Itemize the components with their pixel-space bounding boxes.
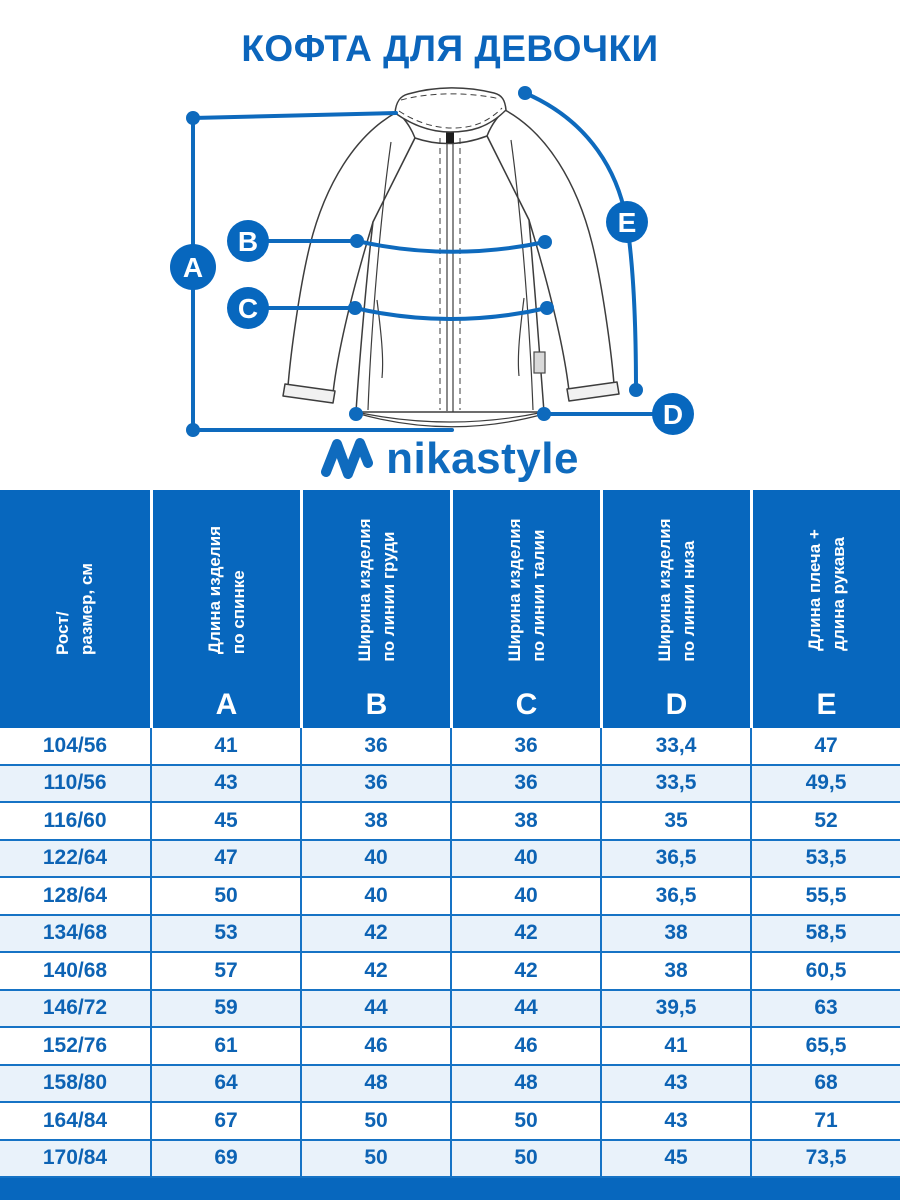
header-label-b <box>353 518 401 661</box>
measure-c-dot <box>540 301 554 315</box>
jacket-drawing <box>0 80 900 440</box>
value-cell: 73,5 <box>750 1141 900 1177</box>
brand-logo-text: nikastyle <box>386 434 579 483</box>
measure-d-dot <box>349 407 363 421</box>
measure-e-dot <box>629 383 643 397</box>
value-cell: 60,5 <box>750 953 900 989</box>
header-letter-b: B <box>365 688 388 721</box>
value-cell: 42 <box>300 916 450 952</box>
jacket-hem-edge <box>356 413 544 427</box>
size-cell: 128/64 <box>42 883 108 907</box>
measure-d-dot <box>537 407 551 421</box>
value-cell: 44 <box>300 991 450 1027</box>
value-cell: 69 <box>150 1141 300 1177</box>
table-row <box>0 728 900 766</box>
header-label-e <box>803 529 851 651</box>
label-letter-e: E <box>617 207 637 238</box>
value-cell: 45 <box>600 1141 750 1177</box>
value-cell: 55,5 <box>750 878 900 914</box>
table-row <box>0 916 900 954</box>
size-cell: 158/80 <box>42 1071 108 1095</box>
value-cell: 58,5 <box>750 916 900 952</box>
value-cell: 50 <box>300 1141 450 1177</box>
brand-logo <box>0 434 900 484</box>
value-cell: 68 <box>750 1066 900 1102</box>
header-label-c <box>503 518 551 661</box>
value-cell: 49,5 <box>750 766 900 802</box>
header-label-d <box>653 518 701 661</box>
table-row <box>0 991 900 1029</box>
value-cell: 38 <box>600 953 750 989</box>
value-cell: 50 <box>450 1141 600 1177</box>
jacket-side-tag <box>534 352 545 373</box>
header-text-line: Ширина изделия <box>354 518 374 662</box>
value-cell: 64 <box>150 1066 300 1102</box>
value-cell: 38 <box>300 803 450 839</box>
size-cell: 122/64 <box>42 846 108 870</box>
value-cell: 42 <box>450 916 600 952</box>
value-cell: 71 <box>750 1103 900 1139</box>
table-row <box>0 1028 900 1066</box>
header-text-line: Длина изделия <box>204 525 224 655</box>
header-text-line: длина рукава <box>828 537 848 651</box>
value-cell: 43 <box>150 766 300 802</box>
value-cell: 36 <box>300 766 450 802</box>
header-column-b <box>300 490 450 728</box>
size-cell: 140/68 <box>42 958 108 982</box>
value-cell: 63 <box>750 991 900 1027</box>
value-cell: 43 <box>600 1103 750 1139</box>
value-cell: 33,4 <box>600 728 750 764</box>
header-column-a <box>150 490 300 728</box>
value-cell: 38 <box>600 916 750 952</box>
value-cell: 61 <box>150 1028 300 1064</box>
value-cell: 48 <box>300 1066 450 1102</box>
value-cell: 40 <box>450 841 600 877</box>
measure-b-dot <box>538 235 552 249</box>
value-cell: 38 <box>450 803 600 839</box>
value-cell: 33,5 <box>600 766 750 802</box>
table-footer-bar <box>0 1178 900 1200</box>
table-row <box>0 1141 900 1179</box>
value-cell: 47 <box>750 728 900 764</box>
value-cell: 40 <box>450 878 600 914</box>
value-cell: 42 <box>450 953 600 989</box>
header-letter-a: A <box>215 688 238 721</box>
table-row <box>0 766 900 804</box>
value-cell: 67 <box>150 1103 300 1139</box>
value-cell: 46 <box>450 1028 600 1064</box>
table-row <box>0 878 900 916</box>
size-cell: 104/56 <box>42 733 108 757</box>
size-cell: 146/72 <box>42 996 108 1020</box>
header-size-label <box>51 563 99 655</box>
table-row <box>0 803 900 841</box>
value-cell: 50 <box>450 1103 600 1139</box>
header-column-e <box>750 490 900 728</box>
size-cell: 116/60 <box>43 808 107 832</box>
header-letter-c: C <box>515 688 538 721</box>
size-cell: 110/56 <box>43 771 107 795</box>
size-cell: 152/76 <box>42 1033 108 1057</box>
size-cell: 164/84 <box>42 1108 108 1132</box>
value-cell: 36 <box>450 766 600 802</box>
header-label-a <box>203 526 251 654</box>
table-header <box>0 490 900 728</box>
measure-b-dot <box>350 234 364 248</box>
value-cell: 36,5 <box>600 878 750 914</box>
value-cell: 50 <box>300 1103 450 1139</box>
header-text-line: по линии низа <box>678 540 698 662</box>
table-row <box>0 1103 900 1141</box>
table-row <box>0 953 900 991</box>
value-cell: 35 <box>600 803 750 839</box>
label-letter-d: D <box>662 399 684 430</box>
table-row <box>0 841 900 879</box>
label-letter-b: B <box>237 226 259 257</box>
page-title: КОФТА ДЛЯ ДЕВОЧКИ <box>241 28 659 69</box>
table-body <box>0 728 900 1178</box>
measure-c-dot <box>348 301 362 315</box>
value-cell: 53,5 <box>750 841 900 877</box>
value-cell: 48 <box>450 1066 600 1102</box>
value-cell: 44 <box>450 991 600 1027</box>
value-cell: 52 <box>750 803 900 839</box>
header-column-d <box>600 490 750 728</box>
value-cell: 40 <box>300 878 450 914</box>
value-cell: 45 <box>150 803 300 839</box>
label-letter-c: C <box>237 293 259 324</box>
garment-diagram <box>0 80 900 440</box>
header-text-line: Ширина изделия <box>504 518 524 662</box>
value-cell: 43 <box>600 1066 750 1102</box>
value-cell: 50 <box>150 878 300 914</box>
value-cell: 41 <box>150 728 300 764</box>
size-cell: 170/84 <box>42 1146 108 1170</box>
jacket-collar <box>395 88 506 132</box>
header-text-line: по линии талии <box>528 529 548 662</box>
value-cell: 57 <box>150 953 300 989</box>
header-text-line: по спинке <box>228 570 248 655</box>
header-text-line: Рост/ <box>53 611 73 655</box>
measure-e-dot <box>518 86 532 100</box>
value-cell: 36 <box>300 728 450 764</box>
value-cell: 42 <box>300 953 450 989</box>
value-cell: 36 <box>450 728 600 764</box>
header-text-line: Длина плеча + <box>804 529 824 651</box>
size-cell: 134/68 <box>42 921 108 945</box>
header-text-line: Ширина изделия <box>654 518 674 662</box>
header-letter-e: E <box>816 688 837 721</box>
value-cell: 46 <box>300 1028 450 1064</box>
value-cell: 53 <box>150 916 300 952</box>
table-row <box>0 1066 900 1104</box>
value-cell: 41 <box>600 1028 750 1064</box>
value-cell: 65,5 <box>750 1028 900 1064</box>
size-table <box>0 490 900 1200</box>
value-cell: 40 <box>300 841 450 877</box>
header-size-column <box>0 490 150 728</box>
measure-a-line <box>193 113 396 118</box>
header-text-line: размер, см <box>77 563 96 655</box>
brand-logo-icon <box>321 436 373 482</box>
value-cell: 36,5 <box>600 841 750 877</box>
value-cell: 59 <box>150 991 300 1027</box>
header-column-c <box>450 490 600 728</box>
header-letter-d: D <box>665 688 688 721</box>
label-letter-a: A <box>182 252 204 283</box>
header-text-line: по линии груди <box>378 531 398 662</box>
value-cell: 39,5 <box>600 991 750 1027</box>
measure-a-dot <box>186 111 200 125</box>
value-cell: 47 <box>150 841 300 877</box>
